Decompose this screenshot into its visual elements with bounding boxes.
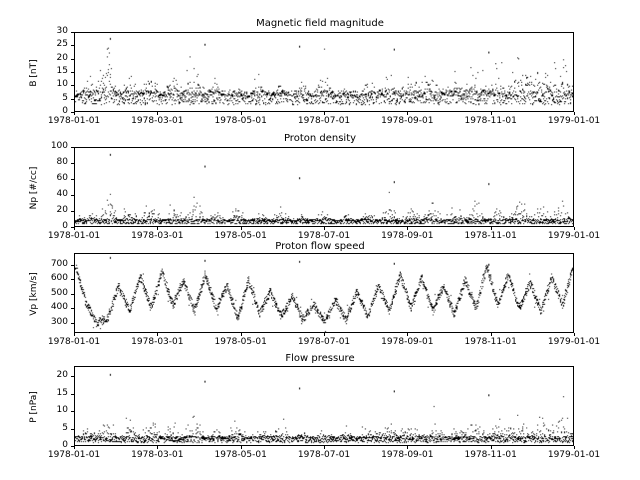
data-points-np	[75, 148, 573, 226]
x-tick-label: 1979-01-01	[547, 450, 601, 460]
y-tick-label: 60	[56, 173, 68, 183]
y-tick-label: 10	[56, 79, 68, 90]
data-points-vp	[75, 254, 573, 332]
y-tick-label: 10	[56, 405, 68, 416]
x-tick-label: 1978-07-01	[297, 116, 351, 126]
x-tick-label: 1979-01-01	[547, 231, 601, 241]
tick-mark	[71, 376, 74, 377]
tick-mark	[157, 333, 158, 336]
tick-mark	[157, 446, 158, 449]
y-tick-label: 5	[62, 92, 68, 103]
y-tick-label: 600	[50, 273, 68, 284]
tick-mark	[241, 112, 242, 115]
panel-title-b: Magnetic field magnitude	[256, 18, 384, 29]
x-tick-label: 1978-05-01	[214, 337, 267, 347]
plot-area-b	[74, 32, 574, 112]
y-tick-label: 20	[56, 52, 68, 63]
tick-mark	[491, 227, 492, 230]
x-tick-label: 1978-03-01	[131, 116, 184, 126]
x-tick-label: 1978-03-01	[131, 337, 184, 347]
x-tick-label: 1978-11-01	[464, 450, 517, 460]
tick-mark	[71, 195, 74, 196]
x-tick-label: 1978-01-01	[47, 450, 101, 460]
x-tick-label: 1978-09-01	[381, 450, 434, 460]
tick-mark	[71, 323, 74, 324]
x-tick-label: 1978-07-01	[297, 231, 351, 241]
y-axis-label-b: B [nT]	[29, 59, 39, 87]
y-tick-label: 0	[62, 106, 68, 116]
tick-mark	[74, 227, 75, 230]
tick-mark	[407, 446, 408, 449]
y-tick-label: 0	[62, 221, 68, 231]
y-tick-label: 0	[62, 440, 68, 450]
tick-mark	[157, 112, 158, 115]
tick-mark	[407, 227, 408, 230]
tick-mark	[574, 227, 575, 230]
tick-mark	[71, 99, 74, 100]
tick-mark	[241, 446, 242, 449]
tick-mark	[574, 333, 575, 336]
tick-mark	[407, 333, 408, 336]
y-tick-label: 30	[56, 26, 68, 36]
plot-area-p	[74, 366, 574, 446]
x-tick-label: 1978-03-01	[131, 450, 184, 460]
y-tick-label: 20	[56, 205, 68, 215]
x-tick-label: 1979-01-01	[547, 116, 601, 126]
tick-mark	[324, 446, 325, 449]
x-tick-label: 1978-05-01	[214, 450, 267, 460]
data-points-p	[75, 367, 573, 445]
tick-mark	[71, 179, 74, 180]
tick-mark	[241, 227, 242, 230]
tick-mark	[491, 446, 492, 449]
panel-title-np: Proton density	[283, 133, 357, 144]
tick-mark	[71, 211, 74, 212]
y-tick-label: 15	[56, 387, 68, 398]
tick-mark	[71, 411, 74, 412]
tick-mark	[74, 112, 75, 115]
y-axis-label-np: Np [#/cc]	[29, 166, 39, 210]
tick-mark	[324, 112, 325, 115]
x-tick-label: 1978-03-01	[131, 231, 184, 241]
y-tick-label: 400	[50, 302, 68, 313]
tick-mark	[71, 85, 74, 86]
tick-mark	[71, 72, 74, 73]
data-points-b	[75, 33, 573, 111]
tick-mark	[71, 32, 74, 33]
y-axis-label-vp: Vp [km/s]	[29, 272, 39, 316]
tick-mark	[241, 333, 242, 336]
x-tick-label: 1978-11-01	[464, 116, 517, 126]
tick-mark	[71, 265, 74, 266]
tick-mark	[74, 333, 75, 336]
y-tick-label: 40	[56, 189, 68, 199]
y-tick-label: 15	[56, 66, 68, 76]
x-tick-label: 1978-09-01	[381, 231, 434, 241]
tick-mark	[71, 294, 74, 295]
tick-mark	[71, 429, 74, 430]
tick-mark	[74, 446, 75, 449]
x-tick-label: 1978-05-01	[214, 231, 267, 241]
tick-mark	[407, 112, 408, 115]
plot-area-vp	[74, 253, 574, 333]
tick-mark	[157, 227, 158, 230]
x-tick-label: 1978-07-01	[297, 337, 351, 347]
y-tick-label: 20	[56, 370, 68, 381]
panel-title-vp: Proton flow speed	[275, 241, 365, 252]
tick-mark	[574, 112, 575, 115]
tick-mark	[491, 333, 492, 336]
tick-mark	[71, 147, 74, 148]
y-tick-label: 700	[50, 258, 68, 269]
x-tick-label: 1978-11-01	[464, 231, 517, 241]
y-tick-label: 500	[50, 287, 68, 298]
x-tick-label: 1978-01-01	[47, 231, 101, 241]
x-tick-label: 1978-05-01	[214, 116, 267, 126]
tick-mark	[324, 227, 325, 230]
x-tick-label: 1979-01-01	[547, 337, 601, 347]
x-tick-label: 1978-11-01	[464, 337, 517, 347]
tick-mark	[71, 163, 74, 164]
tick-mark	[574, 446, 575, 449]
x-tick-label: 1978-01-01	[47, 337, 101, 347]
tick-mark	[71, 308, 74, 309]
x-tick-label: 1978-09-01	[381, 116, 434, 126]
x-tick-label: 1978-01-01	[47, 116, 101, 126]
tick-mark	[71, 45, 74, 46]
tick-mark	[71, 59, 74, 60]
y-tick-label: 80	[56, 157, 68, 167]
tick-mark	[71, 279, 74, 280]
y-tick-label: 5	[62, 422, 68, 433]
tick-mark	[324, 333, 325, 336]
y-tick-label: 25	[56, 39, 68, 50]
panel-title-p: Flow pressure	[285, 353, 355, 364]
tick-mark	[491, 112, 492, 115]
y-axis-label-p: P [nPa]	[29, 391, 39, 423]
y-tick-label: 300	[50, 316, 68, 327]
tick-mark	[71, 394, 74, 395]
y-tick-label: 100	[50, 141, 68, 151]
x-tick-label: 1978-07-01	[297, 450, 351, 460]
x-tick-label: 1978-09-01	[381, 337, 434, 347]
plot-area-np	[74, 147, 574, 227]
